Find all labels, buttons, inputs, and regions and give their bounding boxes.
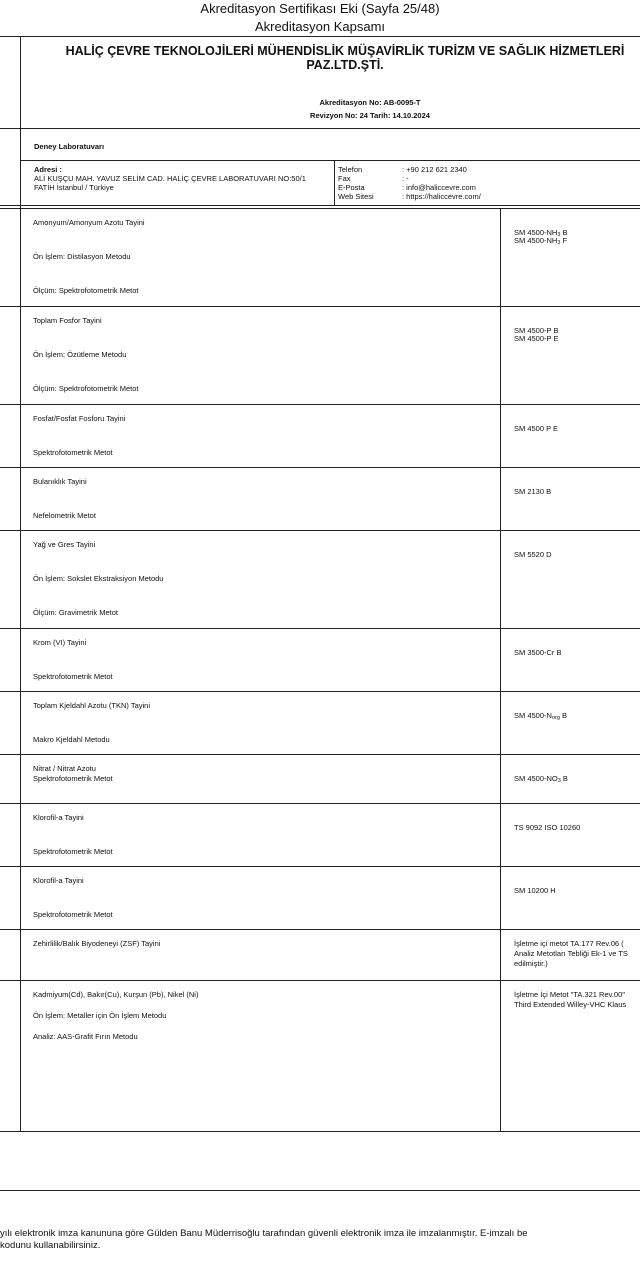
contact-value: : - [402, 174, 409, 183]
method-subscript: 3 [557, 232, 561, 238]
page-title: Akreditasyon Sertifikası Eki (Sayfa 25/48) [200, 1, 440, 16]
method-suffix: B [560, 774, 568, 783]
method-text: SM 4500-NH [514, 236, 558, 245]
method-text: SM 4500-NO [514, 774, 558, 783]
parameter-text: Ön İşlem: Distilasyon Metodu [33, 252, 131, 261]
method-text: SM 10200 H [514, 886, 556, 895]
parameter-text: Kadmiyum(Cd), Bakır(Cu), Kurşun (Pb), Nikel (Ni) [33, 990, 199, 999]
parameter-text: Nitrat / Nitrat Azotu [33, 764, 96, 773]
method-text: SM 4500-N [514, 711, 552, 720]
method-suffix: B [560, 228, 568, 237]
lab-type: Deney Laboratuvarı [34, 142, 105, 151]
parameter-text: Nefelometrik Metot [33, 511, 96, 520]
contact-value: : +90 212 621 2340 [402, 165, 467, 174]
accreditation-number: Akreditasyon No: AB-0095-T [319, 98, 421, 107]
method-suffix: B [559, 711, 567, 720]
parameter-text: Yağ ve Gres Tayini [33, 540, 96, 549]
parameter-text: Ölçüm: Spektrofotometrik Metot [33, 286, 139, 295]
contact-value[interactable]: : info@haliccevre.com [402, 183, 476, 192]
method-subscript: 3 [557, 240, 561, 246]
page-subtitle: Akreditasyon Kapsamı [254, 19, 386, 34]
footer-line-1: yılı elektronik imza kanununa göre Gülden Banu Müderrisoğlu tarafından güvenli elektronik imza ile imzalanmıştır. E-imzalı be [0, 1228, 528, 1239]
parameter-text: Ön İşlem: Sokslet Ekstraksiyon Metodu [33, 574, 164, 583]
parameter-text: Spektrofotometrik Metot [33, 448, 113, 457]
method-text: İşletme içi metot TA.177 Rev.06 ( [514, 939, 624, 948]
parameter-text: Spektrofotometrik Metot [33, 774, 113, 783]
contact-label: Web Sitesi [338, 192, 374, 201]
method-text: Third Extended Willey-VHC Klaus [514, 1000, 627, 1009]
contact-row [338, 192, 481, 201]
method-reference [514, 424, 558, 433]
parameter-text: Ön İşlem: Özütleme Metodu [33, 350, 127, 359]
method-text: SM 4500 P E [514, 424, 559, 433]
contact-row [338, 174, 481, 183]
method-text: SM 5520 D [514, 550, 552, 559]
lab-contacts [338, 165, 481, 201]
method-subscript: 3 [557, 778, 561, 784]
parameter-text: Krom (VI) Tayini [33, 638, 87, 647]
contact-value[interactable]: : https://haliccevre.com/ [402, 192, 481, 201]
lab-address: Adresi : ALİ KUŞÇU MAH. YAVUZ SELİM CAD. HALİÇ ÇEVRE LABORATUVARI NO:50/1 FATİH İstanbul / Türkiye [34, 165, 306, 192]
contact-label: E-Posta [338, 183, 365, 192]
footer-line-2: kodunu kullanabilirsiniz. [0, 1240, 101, 1251]
parameter-text: Fosfat/Fosfat Fosforu Tayini [33, 414, 126, 423]
method-reference [514, 648, 562, 657]
contact-row [338, 165, 481, 174]
contact-label: Telefon [338, 165, 363, 174]
parameter-text: Toplam Fosfor Tayini [33, 316, 102, 325]
parameter-text: Ölçüm: Spektrofotometrik Metot [33, 384, 139, 393]
method-reference [514, 774, 568, 786]
parameter-text: Zehirlilik/Balık Biyodeneyi (ZSF) Tayini [33, 939, 161, 948]
method-text: edilmiştir.) [514, 959, 548, 968]
method-text: TS 9092 ISO 10260 [514, 823, 581, 832]
parameter-text: Ölçüm: Gravimetrik Metot [33, 608, 119, 617]
parameter-text: Ön İşlem: Metaller için Ön İşlem Metodu [33, 1011, 167, 1020]
method-text: SM 4500-NH [514, 228, 558, 237]
method-text: Analiz Metotları Tebliği Ek-1 ve TS [514, 949, 628, 958]
parameter-text: Spektrofotometrik Metot [33, 910, 113, 919]
method-reference [514, 823, 580, 832]
method-reference [514, 550, 552, 559]
method-reference [514, 711, 567, 723]
parameter-text: Klorofil-a Tayini [33, 813, 84, 822]
parameter-text: Makro Kjeldahl Metodu [33, 735, 110, 744]
method-reference [514, 487, 551, 496]
parameter-text: Klorofil-a Tayini [33, 876, 84, 885]
contact-row [338, 183, 481, 192]
contact-label: Fax [338, 174, 351, 183]
revision-info: Revizyon No: 24 Tarih: 14.10.2024 [310, 111, 430, 120]
method-reference [514, 886, 556, 895]
organization-name: HALİÇ ÇEVRE TEKNOLOJİLERİ MÜHENDİSLİK MÜŞAVİRLİK TURİZM VE SAĞLIK HİZMETLERİ PAZ.LTD.ŞTİ. [65, 44, 625, 72]
method-text: SM 3500-Cr B [514, 648, 562, 657]
parameter-text: Toplam Kjeldahl Azotu (TKN) Tayini [33, 701, 150, 710]
parameter-text: Bulanıklık Tayini [33, 477, 87, 486]
method-text: İşletme İçi Metot "TA.321 Rev.00" [514, 990, 625, 999]
method-text: SM 4500-P B [514, 326, 559, 335]
parameter-text: Spektrofotometrik Metot [33, 847, 113, 856]
method-reference [514, 236, 567, 248]
method-text: SM 4500-P E [514, 334, 559, 343]
parameter-text: Amonyum/Amonyum Azotu Tayini [33, 218, 145, 227]
method-subscript: org [551, 715, 560, 721]
parameter-text: Analiz: AAS-Grafit Fırın Metodu [33, 1032, 138, 1041]
method-reference [514, 334, 558, 343]
method-suffix: F [560, 236, 568, 245]
parameter-text: Spektrofotometrik Metot [33, 672, 113, 681]
method-text: SM 2130 B [514, 487, 552, 496]
